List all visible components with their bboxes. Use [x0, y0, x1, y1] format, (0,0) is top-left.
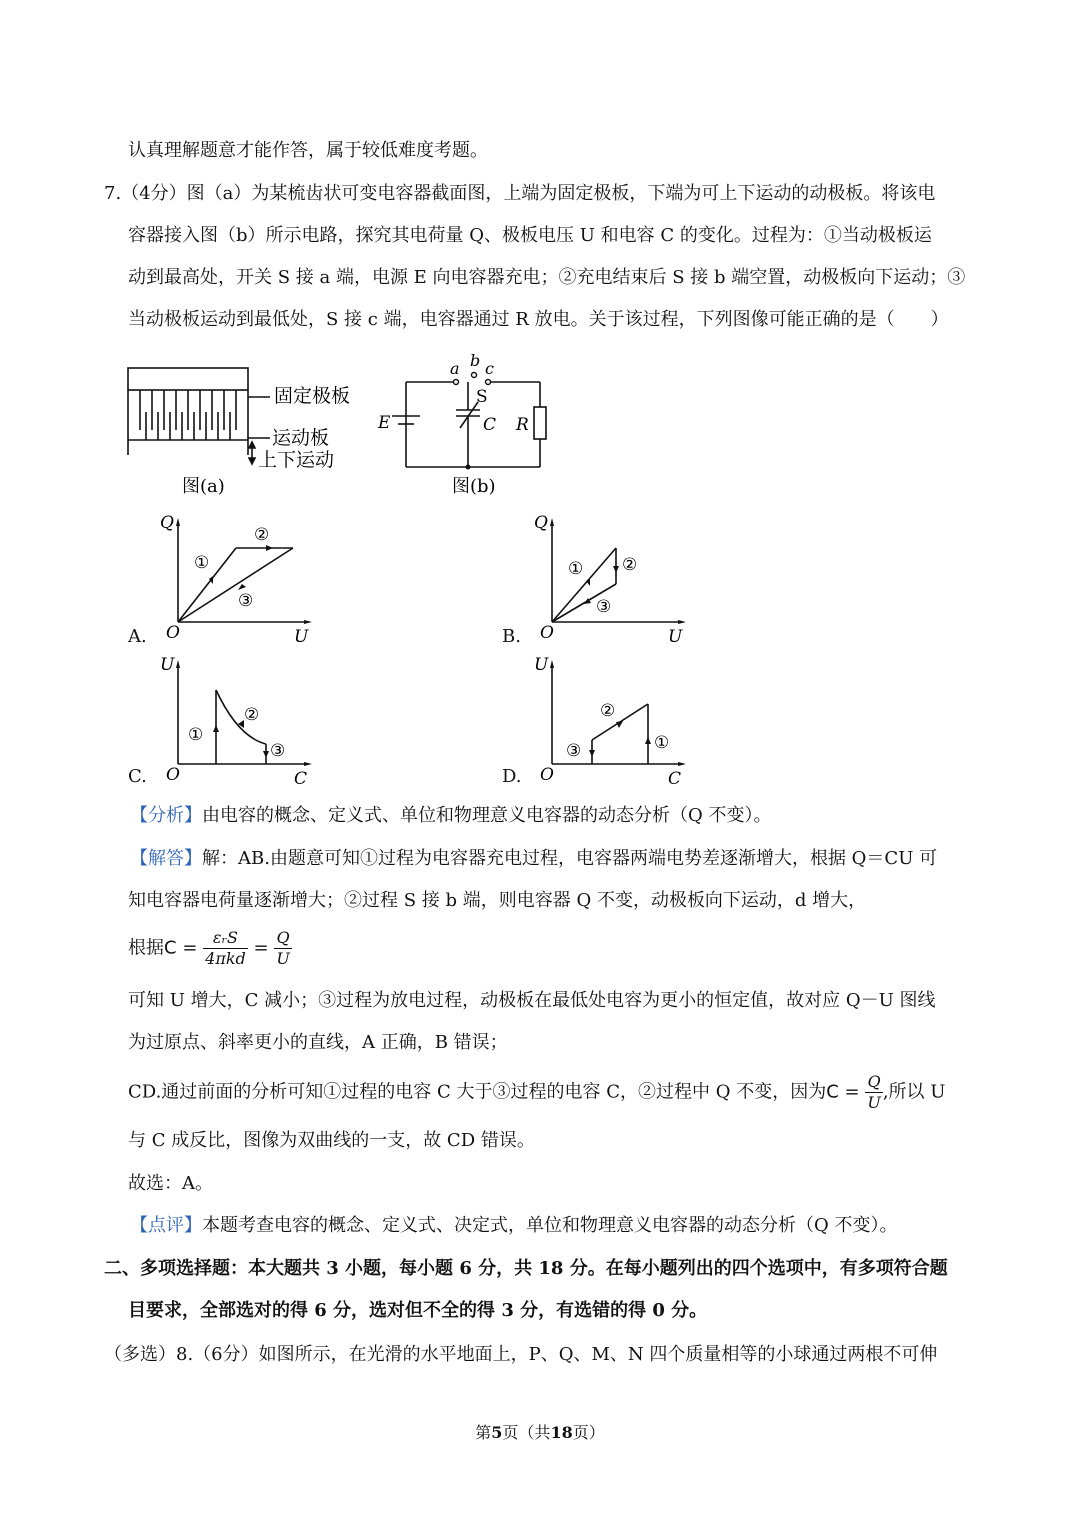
formula-num-2: Q	[274, 928, 291, 949]
graph-c-y-label: U	[160, 655, 175, 675]
graph-a-step2: ②	[254, 525, 270, 545]
footer-pre: 第	[475, 1423, 492, 1442]
graph-d-y-label: U	[534, 655, 549, 675]
line5-frac	[865, 1072, 882, 1113]
graph-c-x-label: C	[294, 769, 308, 789]
formula-eq-1: =	[182, 937, 198, 959]
graph-d[interactable]	[532, 652, 692, 792]
figure-a-comb-capacitor	[120, 360, 370, 500]
graph-b-step1: ①	[568, 559, 584, 579]
line5-eq: =	[844, 1081, 860, 1103]
option-a-label[interactable]: A.	[128, 626, 147, 647]
solution-line-5-post: ,所以 U	[882, 1081, 946, 1103]
q7-line-4: 当动极板运动到最低处，S 接 c 端，电容器通过 R 放电。关于该过程，下列图像可能正确的是（ ）	[128, 309, 949, 330]
graph-d-step3: ③	[566, 741, 582, 761]
formula-frac-2	[274, 928, 291, 969]
q7-line-1: 7.（4分）图（a）为某梳齿状可变电容器截面图，上端为固定极板，下端为可上下运动的动极板。将该电	[104, 183, 936, 204]
graph-a-y-label: Q	[160, 513, 174, 533]
page-footer	[0, 1420, 1080, 1443]
graph-c-step2: ②	[244, 705, 260, 725]
graph-c[interactable]	[158, 652, 318, 792]
comment-tag: 【点评】	[130, 1215, 202, 1236]
option-c-label[interactable]: C.	[128, 766, 147, 787]
comment-line	[130, 1213, 897, 1239]
section-2-line-1: 二、多项选择题：本大题共 3 小题，每小题 6 分，共 18 分。在每小题列出的四个选项中，有多项符合题	[104, 1258, 948, 1279]
terminal-b: b	[470, 352, 481, 370]
section-2-line-2: 目要求，全部选对的得 6 分，选对但不全的得 3 分，有选错的得 0 分。	[128, 1300, 708, 1321]
figure-b-caption: 图(b)	[452, 476, 496, 497]
solution-text-1: 解：AB.由题意可知①过程为电容器充电过程，电容器两端电势差逐渐增大，根据 Q＝CU 可	[202, 848, 938, 869]
q7-line-3: 动到最高处，开关 S 接 a 端，电源 E 向电容器充电；②充电结束后 S 接 b 端空置，动极板向下运动；③	[128, 267, 966, 288]
formula-eq-2: =	[253, 937, 269, 959]
motion-label: 上下运动	[258, 449, 335, 471]
analysis-text: 由电容的概念、定义式、单位和物理意义电容器的动态分析（Q 不变）。	[202, 805, 772, 826]
option-b-label[interactable]: B.	[502, 626, 521, 647]
formula-den-1: 4πkd	[205, 949, 246, 968]
graph-a-step3: ③	[238, 591, 254, 611]
solution-line-2: 知电容器电荷量逐渐增大；②过程 S 接 b 端，则电容器 Q 不变，动极板向下运动，d 增大，	[128, 890, 867, 911]
graph-b-x-label: U	[668, 627, 683, 647]
formula-c: C	[164, 937, 177, 959]
switch-label: S	[476, 387, 488, 407]
graph-b[interactable]	[532, 510, 692, 650]
capacitor-label: C	[483, 415, 497, 435]
footer-post: 页）	[572, 1423, 605, 1442]
analysis-line	[130, 803, 771, 829]
graph-b-origin: O	[540, 623, 554, 643]
footer-mid: 页（共	[502, 1423, 551, 1442]
graph-d-step1: ①	[654, 733, 670, 753]
footer-page-number: 5	[491, 1423, 503, 1442]
analysis-tag: 【分析】	[130, 805, 202, 826]
graph-a-step1: ①	[194, 553, 210, 573]
graph-b-y-label: Q	[534, 513, 548, 533]
solution-line-3: 可知 U 增大，C 减小；③过程为放电过程，动极板在最低处电容为更小的恒定值，故对应 Q－U 图线	[128, 990, 936, 1011]
solution-tag: 【解答】	[130, 848, 202, 869]
solution-answer: 故选：A。	[128, 1173, 213, 1194]
formula-num-1: εᵣS	[203, 928, 248, 949]
graph-a[interactable]	[158, 510, 318, 650]
solution-line-6: 与 C 成反比，图像为双曲线的一支，故 CD 错误。	[128, 1130, 535, 1151]
q7-line-2: 容器接入图（b）所示电路，探究其电荷量 Q、极板电压 U 和电容 C 的变化。过程为：①当动极板运	[128, 225, 932, 246]
solution-line-4: 为过原点、斜率更小的直线，A 正确，B 错误；	[128, 1032, 508, 1053]
graph-b-step2: ②	[622, 555, 638, 575]
line5-num: Q	[865, 1072, 882, 1093]
terminal-c: c	[485, 359, 494, 378]
line5-c: C	[826, 1081, 839, 1103]
graph-d-origin: O	[540, 765, 554, 785]
option-d-label[interactable]: D.	[502, 766, 522, 787]
previous-answer-tail: 认真理解题意才能作答，属于较低难度考题。	[128, 140, 488, 161]
formula-prefix: 根据	[128, 937, 164, 959]
formula-capacitance	[128, 928, 292, 969]
graph-c-origin: O	[166, 765, 180, 785]
solution-line-5-pre: CD.通过前面的分析可知①过程的电容 C 大于③过程的电容 C，②过程中 Q 不变，因为	[128, 1081, 827, 1103]
figure-b-circuit	[370, 352, 560, 502]
resistor-label: R	[516, 415, 529, 435]
graph-b-step3: ③	[596, 597, 612, 617]
line5-den: U	[867, 1093, 881, 1112]
graph-c-step3: ③	[270, 741, 286, 761]
figure-a-caption: 图(a)	[182, 476, 225, 497]
moving-plate-label: 运动板	[272, 427, 330, 449]
graph-d-step2: ②	[600, 701, 616, 721]
comment-text: 本题考查电容的概念、定义式、决定式，单位和物理意义电容器的动态分析（Q 不变）。	[202, 1215, 898, 1236]
solution-line-1	[130, 846, 937, 872]
graph-d-x-label: C	[668, 769, 682, 789]
footer-total-pages: 18	[550, 1423, 573, 1442]
formula-frac-1	[203, 928, 248, 969]
solution-line-5	[128, 1072, 945, 1113]
source-label: E	[378, 413, 391, 433]
graph-a-origin: O	[166, 623, 180, 643]
graph-c-step1: ①	[188, 725, 204, 745]
q8-line-1: （多选）8.（6分）如图所示，在光滑的水平地面上，P、Q、M、N 四个质量相等的小球通过两根不可伸	[104, 1344, 938, 1365]
fixed-plate-label: 固定极板	[274, 385, 351, 407]
formula-den-2: U	[276, 949, 290, 968]
terminal-a: a	[450, 359, 460, 378]
graph-a-x-label: U	[294, 627, 309, 647]
